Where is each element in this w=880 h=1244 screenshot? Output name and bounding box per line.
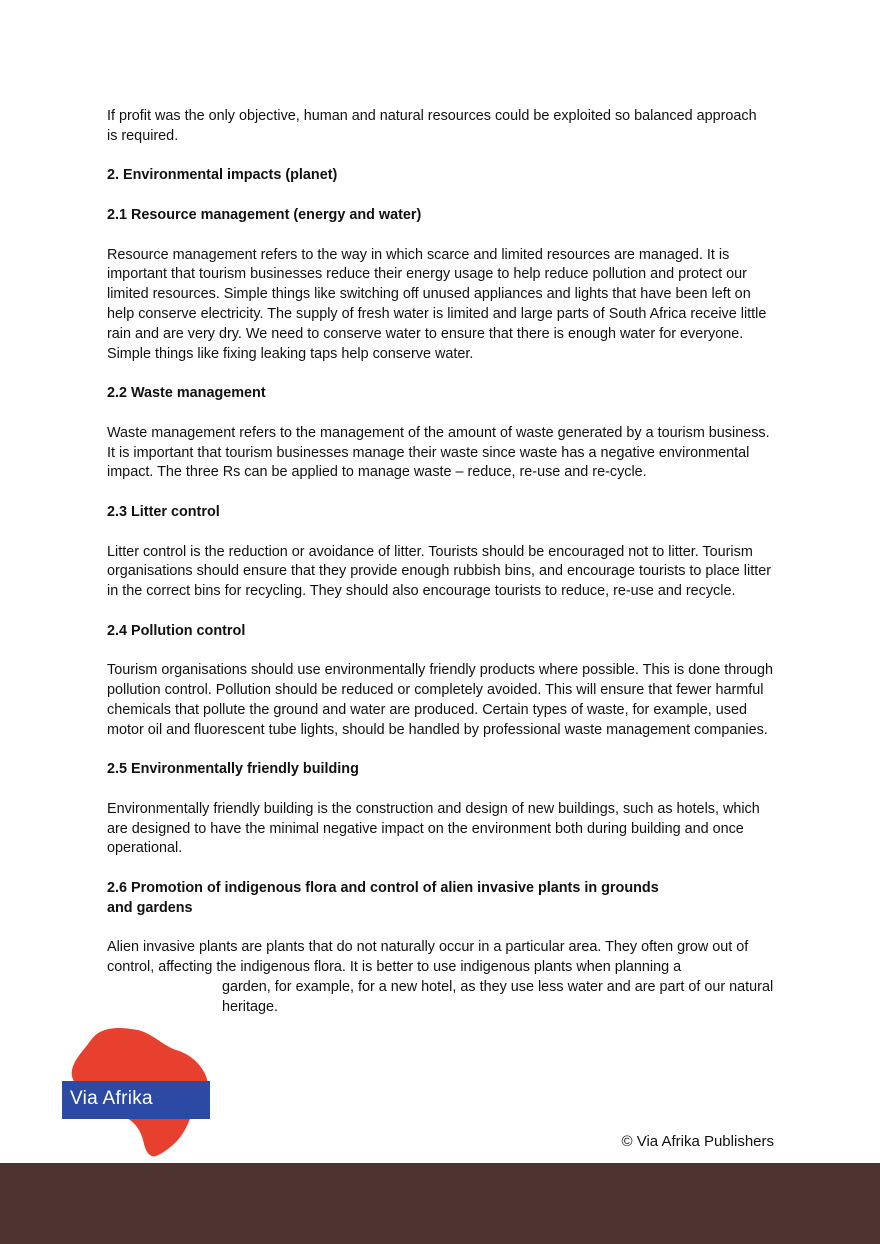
subsection-2-1-body: Resource management refers to the way in which scarce and limited resources are managed. It is important that tourism businesses reduce their energy usage to help reduce pollution and protect our limited resources. Simple things like switching off unused appliances and lights that have been left on help conserve electricity. The supply of fresh water is limited and large parts of South Africa receive little rain and are very dry. We need to conserve water to ensure that there is enough water for everyone. Simple things like fixing leaking taps help conserve water. bbox=[107, 246, 767, 362]
subsection-2-6-body-bottom: garden, for example, for a new hotel, as they use less water and are part of our natural heritage. bbox=[222, 979, 774, 1015]
subsection-2-2-body: Waste management refers to the management of the amount of waste generated by a tourism business. It is important that tourism businesses manage their waste since waste has a negative environmental impact. The three Rs can be applied to manage waste – reduce, re-use and re-cycle. bbox=[107, 424, 770, 481]
subsection-2-3-body: Litter control is the reduction or avoidance of litter. Tourists should be encouraged not to litter. Tourism organisations should ensure that they provide enough rubbish bins, and encourage tourists to place litter in the correct bins for recycling. They should also encourage tourists to reduce, re-use and recycle. bbox=[107, 543, 771, 600]
subsection-2-6-heading: 2.6 Promotion of indigenous flora and control of alien invasive plants in grounds and gardens bbox=[107, 880, 659, 916]
subsection-2-6-body-top: Alien invasive plants are plants that do not naturally occur in a particular area. They often grow out of control, affecting the indigenous flora. It is better to use indigenous plants when planning a bbox=[107, 939, 749, 976]
subsection-2-2-heading: 2.2 Waste management bbox=[107, 385, 266, 402]
subsection-2-3-heading: 2.3 Litter control bbox=[107, 503, 220, 520]
section-2-heading: 2. Environmental impacts (planet) bbox=[107, 167, 338, 184]
subsection-2-1-heading: 2.1 Resource management (energy and water) bbox=[107, 206, 422, 223]
page-content bbox=[107, 107, 777, 1018]
subsection-2-5-heading: 2.5 Environmentally friendly building bbox=[107, 761, 359, 778]
intro-paragraph: If profit was the only objective, human and natural resources could be exploited so balanced approach is required. bbox=[107, 108, 757, 144]
subsection-2-5-body: Environmentally friendly building is the construction and design of new buildings, such as hotels, which are designed to have the minimal negative impact on the environment both during building and once operational. bbox=[107, 800, 760, 857]
footer-bar bbox=[0, 1163, 880, 1244]
via-afrika-logo bbox=[60, 1024, 215, 1159]
subsection-2-4-body: Tourism organisations should use environmentally friendly products where possible. This is done through pollution control. Pollution should be reduced or completely avoided. This will ensure that fewer harmful chemicals that pollute the ground and water are produced. Certain types of waste, for example, used motor oil and fluorescent tube lights, should be handled by professional waste management companies. bbox=[107, 662, 774, 738]
subsection-2-4-heading: 2.4 Pollution control bbox=[107, 622, 246, 639]
copyright-notice: © Via Afrika Publishers bbox=[621, 1133, 774, 1150]
logo-text: Via Afrika bbox=[70, 1088, 153, 1109]
